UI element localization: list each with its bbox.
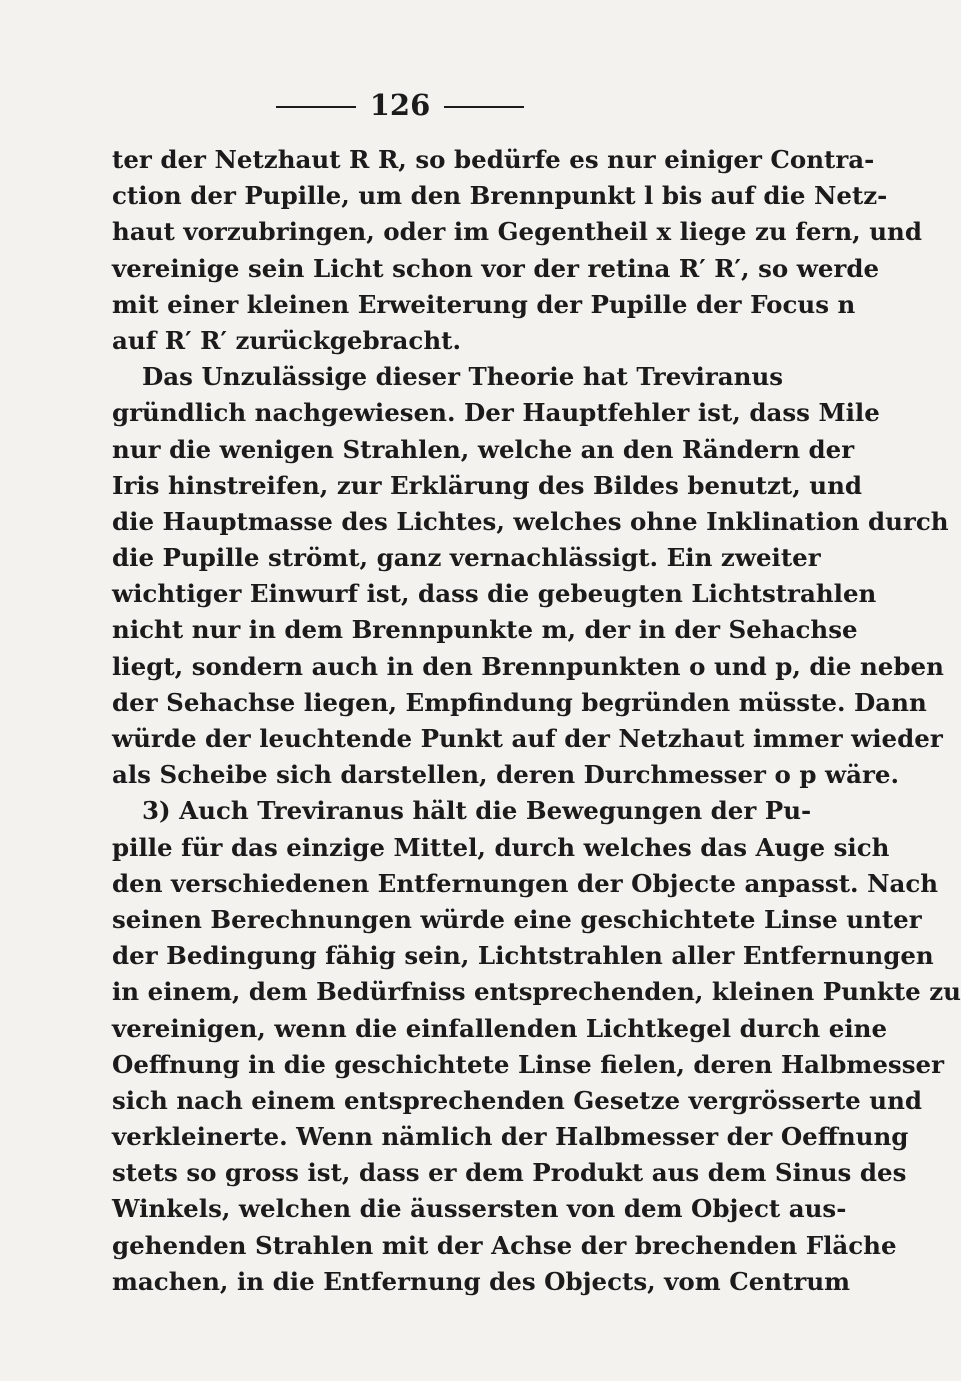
page-header: [0, 88, 800, 122]
text-line: Iris hinstreifen, zur Erklärung des Bildes benutzt, und: [112, 470, 863, 500]
text-line: mit einer kleinen Erweiterung der Pupille der Focus n: [112, 289, 856, 319]
text-line: stets so gross ist, dass er dem Produkt aus dem Sinus des: [112, 1158, 907, 1188]
text-line: Das Unzulässige dieser Theorie hat Treviranus: [142, 362, 784, 392]
text-line: sich nach einem entsprechenden Gesetze vergrösserte und: [112, 1085, 923, 1115]
text-line: pille für das einzige Mittel, durch welches das Auge sich: [112, 832, 890, 862]
text-line: nur die wenigen Strahlen, welche an den Rändern der: [112, 434, 855, 464]
text-line: gründlich nachgewiesen. Der Hauptfehler ist, dass Mile: [112, 398, 880, 428]
text-line: ction der Pupille, um den Brennpunkt l bis auf die Netz-: [112, 181, 888, 211]
text-line: die Hauptmasse des Lichtes, welches ohne Inklination durch: [112, 506, 949, 536]
text-line: machen, in die Entfernung des Objects, vom Centrum: [112, 1266, 851, 1296]
text-line: der Bedingung fähig sein, Lichtstrahlen aller Entfernungen: [112, 941, 934, 971]
text-line: würde der leuchtende Punkt auf der Netzhaut immer wieder: [112, 724, 943, 753]
text-line: der Sehachse liegen, Empfindung begründen müsste. Dann: [112, 687, 927, 717]
text-line: in einem, dem Bedürfniss entsprechenden, kleinen Punkte zu: [112, 977, 961, 1007]
text-line: ter der Netzhaut R R, so bedürfe es nur einiger Contra-: [112, 145, 875, 174]
text-line: den verschiedenen Entfernungen der Objecte anpasst. Nach: [112, 868, 939, 898]
header-rule-right: [444, 106, 524, 108]
text-line: seinen Berechnungen würde eine geschichtete Linse unter: [112, 904, 922, 934]
text-line: 3) Auch Treviranus hält die Bewegungen der Pu-: [142, 796, 812, 826]
text-line: die Pupille strömt, ganz vernachlässigt. Ein zweiter: [112, 543, 821, 573]
text-line: als Scheibe sich darstellen, deren Durchmesser o p wäre.: [112, 760, 900, 790]
text-line: vereinige sein Licht schon vor der retina R′ R′, so werde: [112, 253, 880, 283]
text-line: haut vorzubringen, oder im Gegentheil x liege zu fern, und: [112, 217, 922, 247]
header-rule-left: [276, 106, 356, 108]
text-line: verkleinerte. Wenn nämlich der Halbmesser der Oeffnung: [112, 1122, 909, 1152]
text-line: wichtiger Einwurf ist, dass die gebeugten Lichtstrahlen: [112, 579, 877, 609]
body-text: [112, 142, 961, 1300]
text-line: Oeffnung in die geschichtete Linse fielen, deren Halbmesser: [112, 1049, 944, 1079]
text-line: nicht nur in dem Brennpunkte m, der in der Sehachse: [112, 615, 858, 645]
text-line: Winkels, welchen die äussersten von dem Object aus-: [112, 1194, 847, 1224]
text-line: gehenden Strahlen mit der Achse der brechenden Fläche: [112, 1230, 897, 1260]
text-line: vereinigen, wenn die einfallenden Lichtkegel durch eine: [112, 1013, 888, 1043]
page-number: 126: [369, 88, 431, 122]
text-line: liegt, sondern auch in den Brennpunkten o und p, die neben: [112, 651, 944, 681]
text-line: auf R′ R′ zurückgebracht.: [112, 325, 462, 355]
